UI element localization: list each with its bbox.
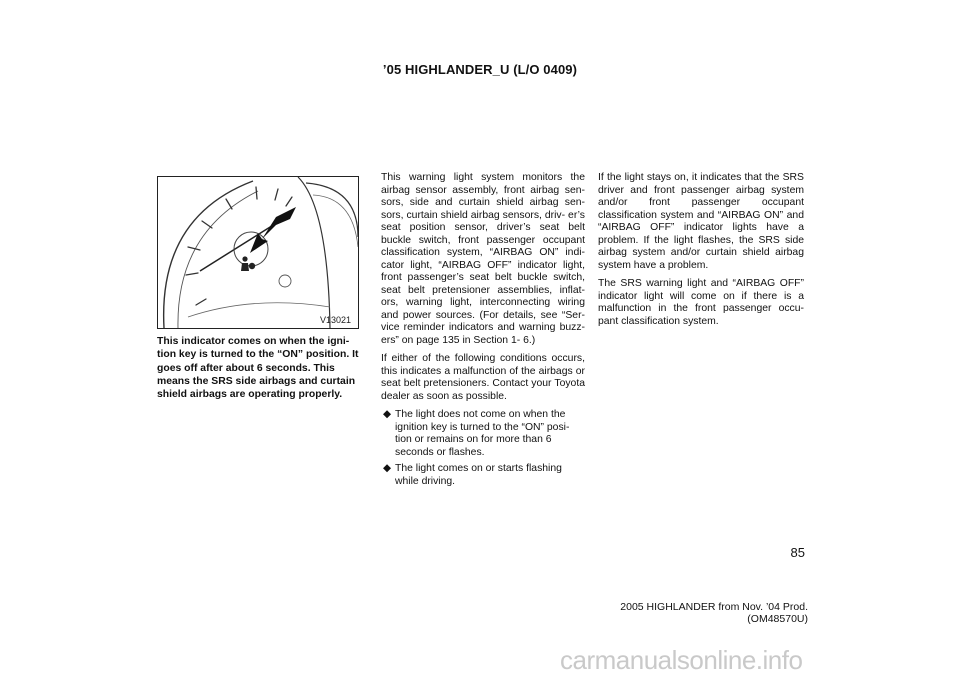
figure-caption: This indicator comes on when the igni- tion key is turned to the “ON” position. It goes off after about 6 seconds. This means the SRS side airbags and curtain shield airbags are operating properly. bbox=[157, 336, 359, 401]
page-number: 85 bbox=[790, 545, 805, 560]
page-header-title: ’05 HIGHLANDER_U (L/O 0409) bbox=[382, 62, 578, 77]
paragraph: If the light stays on, it indicates that the SRS driver and front passenger airbag system and/or front passenger occupant classification system and “AIRBAG ON” and “AIRBAG OFF” indicator lights have a problem. If the light flashes, the SRS side airbag system and/or curtain shield airbag system have a problem. bbox=[598, 172, 804, 271]
text-column-3 bbox=[598, 172, 804, 334]
list-item-text: The light comes on or starts flashing while driving. bbox=[395, 463, 562, 487]
text-column-2 bbox=[381, 172, 585, 492]
list-item bbox=[381, 409, 585, 459]
page-footer: 2005 HIGHLANDER from Nov. ’04 Prod. (OM48570U) bbox=[620, 601, 808, 625]
figure-code: V13021 bbox=[320, 315, 352, 325]
diamond-bullet-icon: ◆ bbox=[383, 463, 391, 474]
diamond-bullet-icon: ◆ bbox=[383, 409, 391, 420]
paragraph: If either of the following conditions occurs, this indicates a malfunction of the airbags or seat belt pretensioners. Contact your Toyota dealer as soon as possible. bbox=[381, 353, 585, 402]
paragraph: This warning light system monitors the airbag sensor assembly, front airbag sen- sors, side and curtain shield airbag sen- sors, curtain shield airbag sensors, driv- er’s seat position sensor, driver’s seat belt buckle switch, front passenger occupant classification system, “AIRBAG ON” indi- cator light, “AIRBAG OFF” indicator light, front passenger’s seat belt buckle switch, seat belt pretensioner assemblies, inflat- ors, warning light, interconnecting wiring and power sources. (For details, see “Ser- vice reminder indicators and warning buzz- ers” on page 135 in Section 1- 6.) bbox=[381, 172, 585, 346]
speedometer-airbag-indicator-illustration bbox=[158, 177, 358, 328]
condition-list bbox=[381, 409, 585, 488]
watermark-link[interactable]: carmanualsonline.info bbox=[560, 645, 803, 675]
instrument-cluster-figure bbox=[157, 176, 359, 329]
list-item-text: The light does not come on when the ignition key is turned to the “ON” posi- tion or remains on for more than 6 seconds or flashes. bbox=[395, 409, 570, 458]
paragraph: The SRS warning light and “AIRBAG OFF” indicator light will come on if there is a malfunction in the front passenger occu- pant classification system. bbox=[598, 278, 804, 327]
airbag-indicator-icon bbox=[241, 256, 255, 271]
list-item bbox=[381, 463, 585, 488]
